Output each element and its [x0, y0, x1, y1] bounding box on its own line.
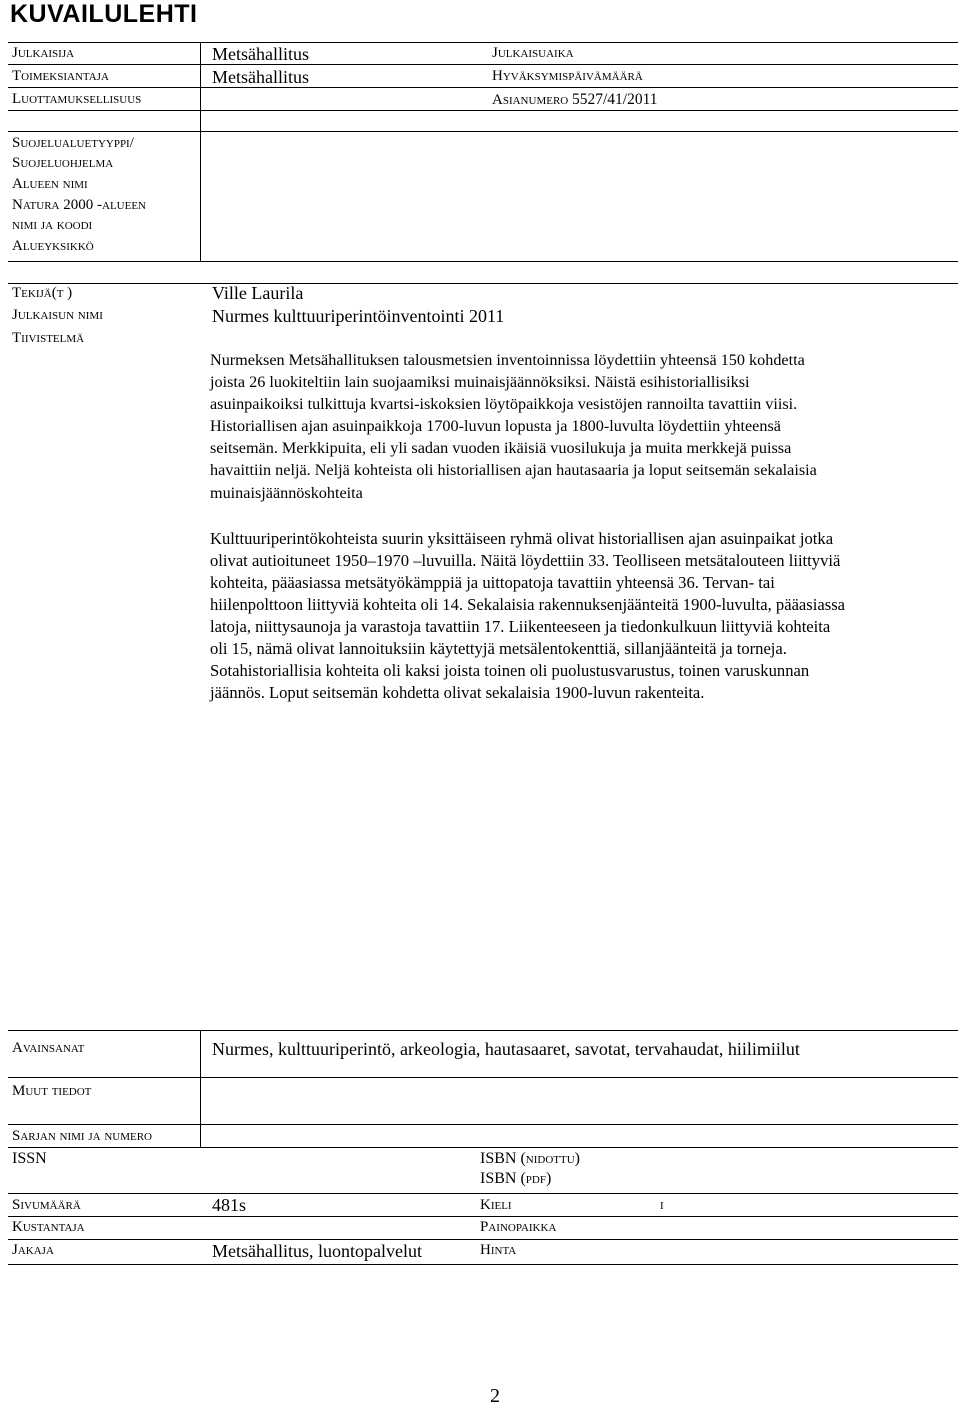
- rule: [8, 42, 958, 43]
- rule: [8, 1147, 958, 1148]
- abstract-line: latoja, niittysaunoja ja varastoja tavattiin 17. Liikenteeseen ja tiedonkulkuun liittyviä kohteita: [210, 617, 831, 636]
- value-jakaja: Metsähallitus, luontopalvelut: [212, 1241, 422, 1261]
- abstract-line: Kulttuuriperintökohteista suurin yksittäiseen ryhmä olivat historiallisen ajan asuinpaikat jotka: [210, 529, 834, 548]
- rule: [8, 1124, 958, 1125]
- abstract-paragraph-2: [210, 528, 946, 704]
- abstract-line: jäännös. Loput seitsemän kohdetta olivat sekalaisia 1900-luvun rakenteita.: [210, 683, 705, 702]
- rule: [8, 283, 958, 284]
- label-alueyksikko: Alueyksikkö: [12, 238, 94, 254]
- rule: [8, 1239, 958, 1240]
- rule: [8, 87, 958, 88]
- rule: [8, 1264, 958, 1265]
- label-suojelualuetyyppi-2: Suojeluohjelma: [12, 155, 114, 171]
- rule: [8, 110, 958, 111]
- label-kieli: Kieli: [480, 1197, 512, 1213]
- abstract-line: Nurmeksen Metsähallituksen talousmetsien inventoinnissa löydettiin yhteensä 150 kohdetta: [210, 351, 805, 369]
- label-alueen-nimi: Alueen nimi: [12, 176, 88, 192]
- label-avainsanat: Avainsanat: [12, 1040, 85, 1056]
- page-number: 2: [490, 1385, 500, 1407]
- label-julkaisuaika: Julkaisuaika: [492, 45, 574, 61]
- rule: [8, 64, 958, 65]
- label-julkaisun-nimi: Julkaisun nimi: [12, 307, 103, 323]
- abstract-line: muinaisjäännöskohteita: [210, 483, 363, 502]
- label-muut-tiedot: Muut tiedot: [12, 1083, 92, 1099]
- label-isbn-pdf: ISBN (pdf): [480, 1170, 552, 1187]
- abstract-line: hiilenpolttoon liittyviä kohteita oli 14. Sekalaisia rakennuksenjäänteitä 1900-luvulta, pääasiassa: [210, 595, 846, 614]
- value-avainsanat: Nurmes, kulttuuriperintö, arkeologia, hautasaaret, savotat, tervahaudat, hiilimiilut: [212, 1039, 800, 1059]
- label-asianumero: [492, 91, 658, 109]
- rule: [8, 1193, 958, 1194]
- abstract-line: asuinpaikoiksi tulkittuja kvartsi-iskoksien löytöpaikkoja vesistöjen rannoilta tavattiin viisi.: [210, 395, 798, 414]
- label-sivumaara: Sivumäärä: [12, 1197, 81, 1213]
- label-jakaja: Jakaja: [12, 1242, 54, 1258]
- abstract-line: joista 26 luokiteltiin lain suojaamiksi muinaisjäännöksiksi. Näistä esihistoriallisiksi: [210, 373, 750, 392]
- label-hinta: Hinta: [480, 1242, 517, 1258]
- value-toimeksiantaja: Metsähallitus: [212, 67, 309, 87]
- label-suojelualuetyyppi-1: Suojelualuetyyppi/: [12, 135, 134, 151]
- label-tiivistelma: Tiivistelmä: [12, 330, 85, 346]
- abstract-line: olivat autioituneet 1950–1970 –luvuilla. Näitä löydettiin 33. Teolliseen metsätalouteen liittyviä: [210, 551, 841, 570]
- rule: [8, 261, 958, 262]
- label-tekija: Tekijä(t ): [12, 285, 73, 301]
- rule: [8, 1077, 958, 1078]
- label-painopaikka: Painopaikka: [480, 1219, 557, 1235]
- label-natura-1: Natura 2000 -alueen: [12, 197, 146, 213]
- rule: [8, 131, 958, 132]
- abstract-line: Historiallisen ajan asuinpaikkoja 1700-luvun lopusta ja 1800-luvulta löydettiin yhteensä: [210, 417, 781, 436]
- label-natura-2: nimi ja koodi: [12, 217, 93, 233]
- abstract-line: oli 15, nämä olivat lannoituksiin käytettyjä metsälentokenttiä, sillanjäänteitä ja torneja.: [210, 639, 787, 658]
- label-isbn-nidottu: ISBN (nidottu): [480, 1150, 580, 1167]
- column-divider: [200, 42, 201, 262]
- value-asianumero: 5527/41/2011: [571, 91, 658, 108]
- document-title: KUVAILULEHTI: [10, 0, 198, 28]
- label-hyvaksymispaivamaara: Hyväksymispäivämäärä: [492, 68, 643, 84]
- abstract-line: seitsemän. Merkkipuita, eli yli sadan vuoden ikäisiä vuosilukuja ja muita merkkejä puissa: [210, 439, 792, 458]
- asianumero-label-text: Asianumero: [492, 92, 569, 108]
- label-luottamuksellisuus: Luottamuksellisuus: [12, 91, 142, 107]
- abstract-line: Sotahistoriallisia kohteita oli kaksi joista toinen oli puolustusvarustus, toinen varuskunnan: [210, 661, 810, 680]
- value-sivumaara: 481s: [212, 1195, 247, 1215]
- label-toimeksiantaja: Toimeksiantaja: [12, 68, 109, 84]
- label-sarjan-nimi: Sarjan nimi ja numero: [12, 1128, 152, 1144]
- value-kieli: i: [660, 1197, 664, 1213]
- value-tekija: Ville Laurila: [212, 283, 304, 303]
- abstract-line: kohteita, pääasiassa metsätyökämppiä ja uittopatoja tavattiin yhteensä 36. Tervan- tai: [210, 573, 775, 592]
- rule: [8, 1216, 958, 1217]
- value-julkaisun-nimi: Nurmes kulttuuriperintöinventointi 2011: [212, 306, 505, 326]
- abstract-line: havaittiin neljä. Neljä kohteista oli historiallisen ajan hautasaaria ja loput seitsemän sekalaisia: [210, 461, 817, 480]
- label-julkaisija: Julkaisija: [12, 45, 75, 61]
- label-kustantaja: Kustantaja: [12, 1219, 85, 1235]
- rule: [8, 1030, 958, 1031]
- column-divider: [200, 1030, 201, 1148]
- abstract-paragraph-1: [210, 349, 946, 504]
- value-julkaisija: Metsähallitus: [212, 44, 309, 64]
- label-issn: ISSN: [12, 1150, 47, 1167]
